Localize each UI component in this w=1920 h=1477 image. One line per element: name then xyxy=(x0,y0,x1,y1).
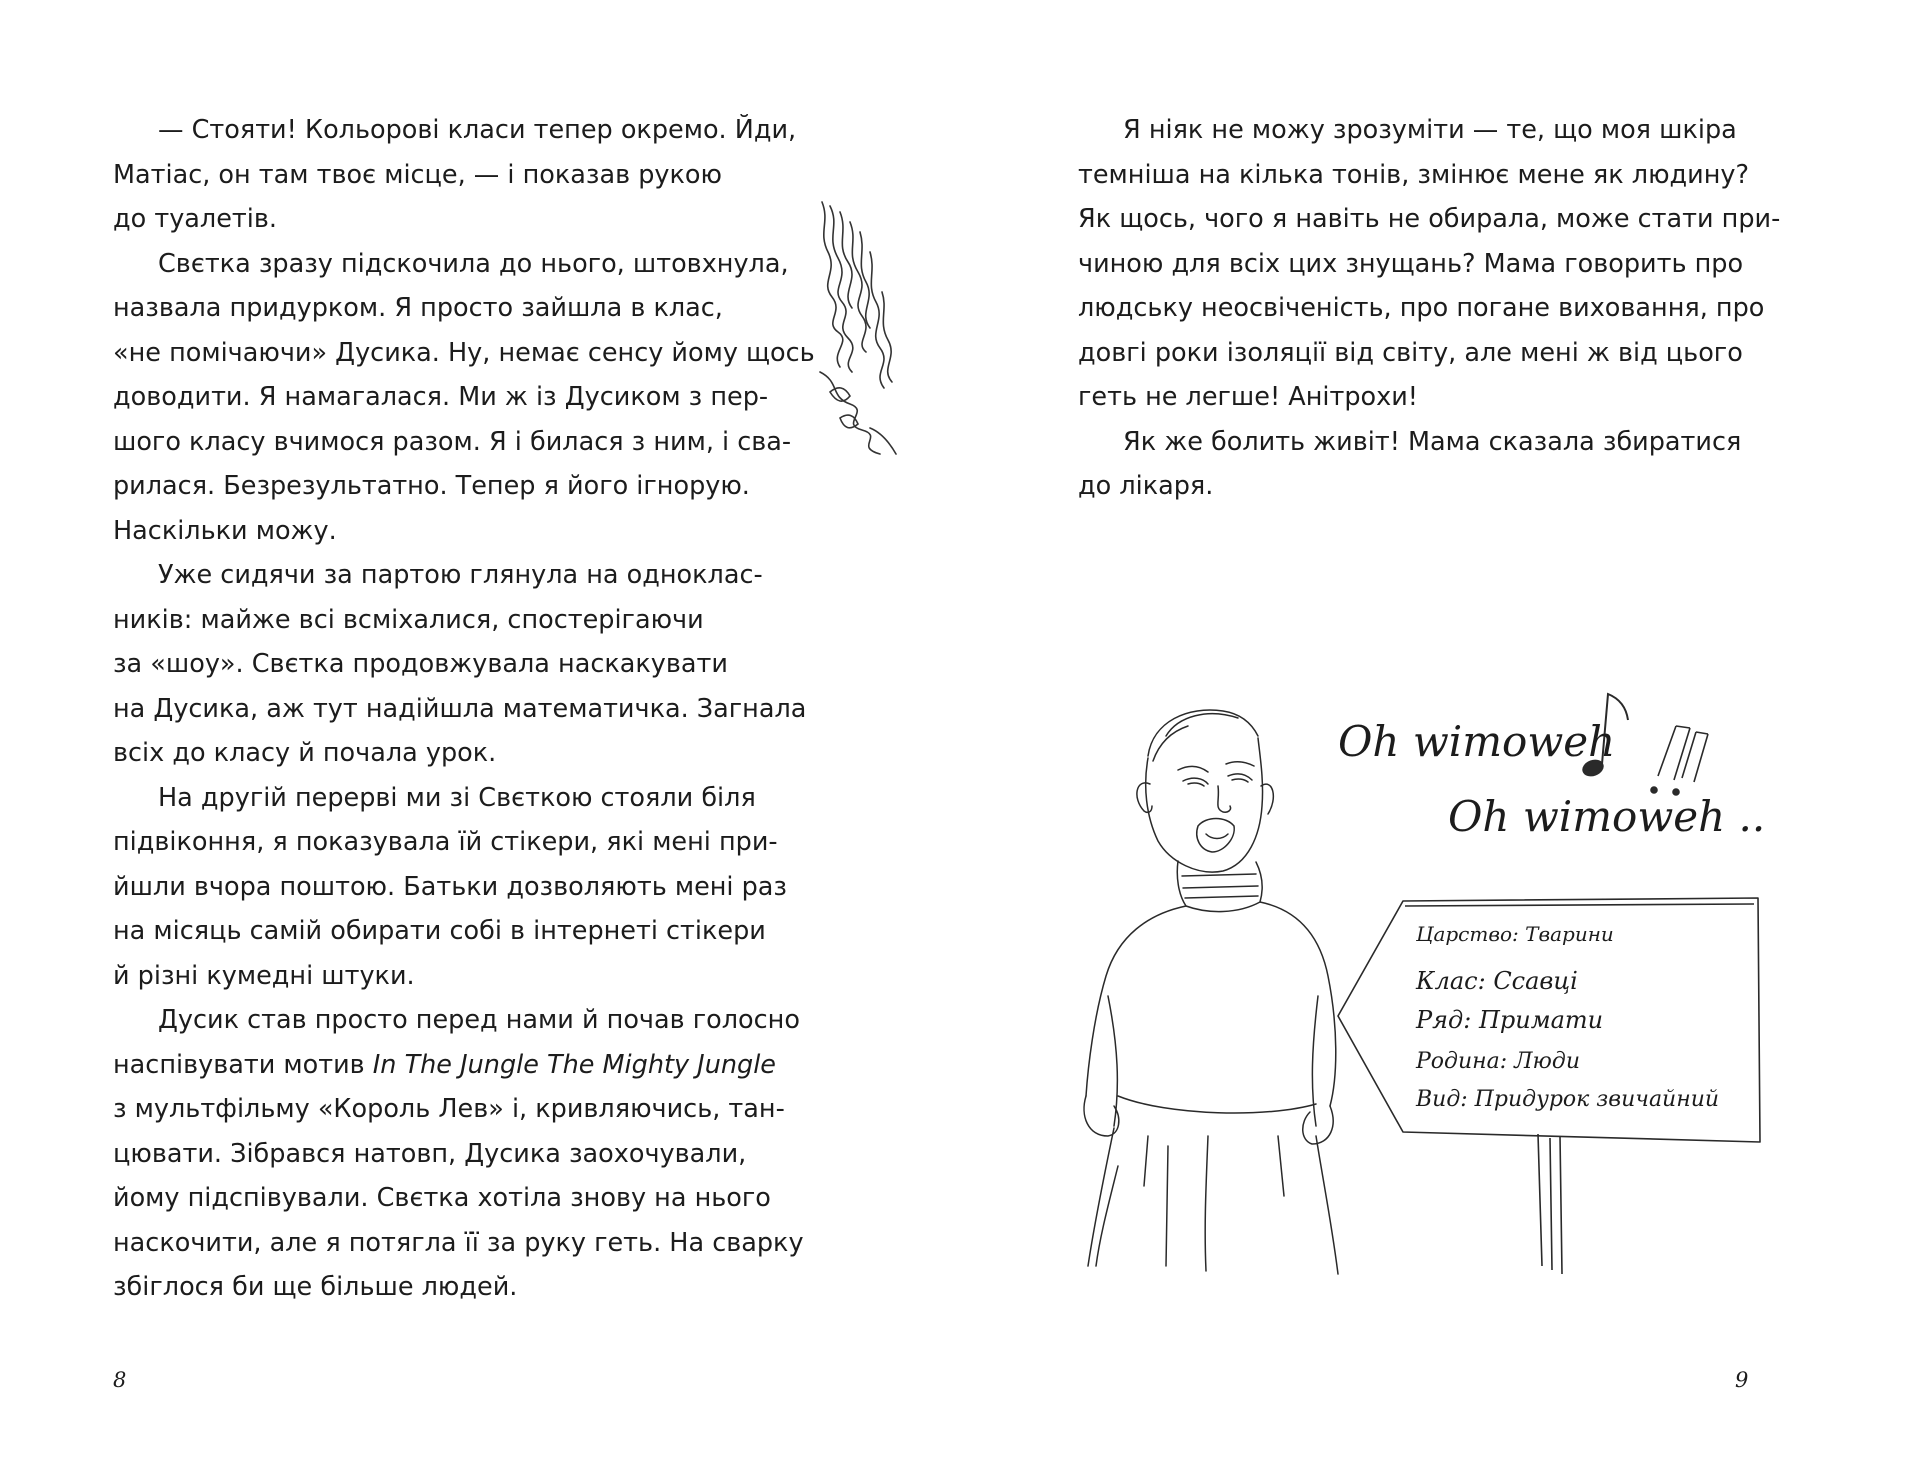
sign-species: Вид: Придурок звичайний xyxy=(1416,1087,1720,1112)
sweater xyxy=(1086,902,1336,1106)
boy-singing-illustration xyxy=(1048,666,1768,1276)
singing-mouth-icon xyxy=(1197,819,1234,853)
paragraph: На другій перерві ми зі Свєткою стояли біля підвіконня, я показувала їй стікери, які мені при- йшли вчора поштою. Батьки дозволяють мені раз на місяць самій обирати собі в інтернеті стікери й різні кумедні штуки. xyxy=(113,782,787,991)
sign-family: Родина: Люди xyxy=(1416,1049,1581,1074)
left-ear-icon xyxy=(1137,783,1152,812)
boy-head xyxy=(1146,738,1263,872)
paragraph: — Стояти! Кольорові класи тепер окремо. Йди, Матіас, он там твоє місце, — і показав рукою до туалетів. xyxy=(113,115,797,234)
song-lyric-line-2: Oh wimoweh .. xyxy=(1448,792,1766,841)
signpost xyxy=(1338,898,1760,1274)
eye-icon xyxy=(1183,778,1208,786)
paragraph: Дусик став просто перед нами й почав голосно наспівувати мотив In The Jungle The Mighty Jungle з мультфільму «Король Лев» і, кривляючись, тан- цювати. Зібрався натовп, Дусика заохочували, йому підспівували. Свєтка хотіла знову на нього наскочити, але я потягла її за руку геть. На сварку збіглося би ще більше людей. xyxy=(113,1005,804,1302)
sign-post xyxy=(1538,1134,1562,1274)
scribble-doodle xyxy=(800,192,910,462)
eye-icon xyxy=(1228,774,1252,782)
sign-order: Ряд: Примати xyxy=(1416,1006,1604,1034)
song-lyric-line-1: Oh wimoweh xyxy=(1338,717,1616,766)
nose-icon xyxy=(1218,786,1231,812)
exclamation-icon xyxy=(1651,726,1708,795)
right-page-text xyxy=(1078,108,1781,509)
song-title: In The Jungle The Mighty Jungle xyxy=(372,1049,776,1080)
page-number-left: 8 xyxy=(113,1368,127,1392)
hand-icon xyxy=(1303,1106,1333,1144)
left-page-text xyxy=(113,108,815,1310)
paragraph: Свєтка зразу підскочила до нього, штовхнула, назвала придурком. Я просто зайшла в клас, «не помічаючи» Дусика. Ну, немає сенсу йому щось доводити. Я намагалася. Ми ж із Дусиком з пер- шого класу вчимося разом. Я і билася з ним, і сва- рилася. Безрезультатно. Тепер я його ігнорую. Наскільки можу. xyxy=(113,248,815,546)
sign-kingdom: Царство: Тварини xyxy=(1416,922,1614,946)
sign-class: Клас: Ссавці xyxy=(1416,967,1578,995)
paragraph: Уже сидячи за партою глянула на одноклас- ників: майже всі всміхалися, спостерігаючи за «шоу». Свєтка продовжувала наскакувати на Дусика, аж тут надійшла математичка. Загнала всіх до класу й почала урок. xyxy=(113,560,807,768)
boy-hair xyxy=(1148,710,1258,761)
paragraph: Я ніяк не можу зрозуміти — те, що моя шкіра темніша на кілька тонів, змінює мене як людину? Як щось, чого я навіть не обирала, може стати при- чиною для всіх цих знущань? Мама говорить про людську неосвіченість, про погане виховання, про довгі роки ізоляції від світу, але мені ж від цього геть не легше! Анітрохи! xyxy=(1078,115,1781,412)
page-number-right: 9 xyxy=(1735,1368,1749,1392)
pants xyxy=(1088,1128,1338,1274)
paragraph: Як же болить живіт! Мама сказала збиратися до лікаря. xyxy=(1078,426,1742,501)
